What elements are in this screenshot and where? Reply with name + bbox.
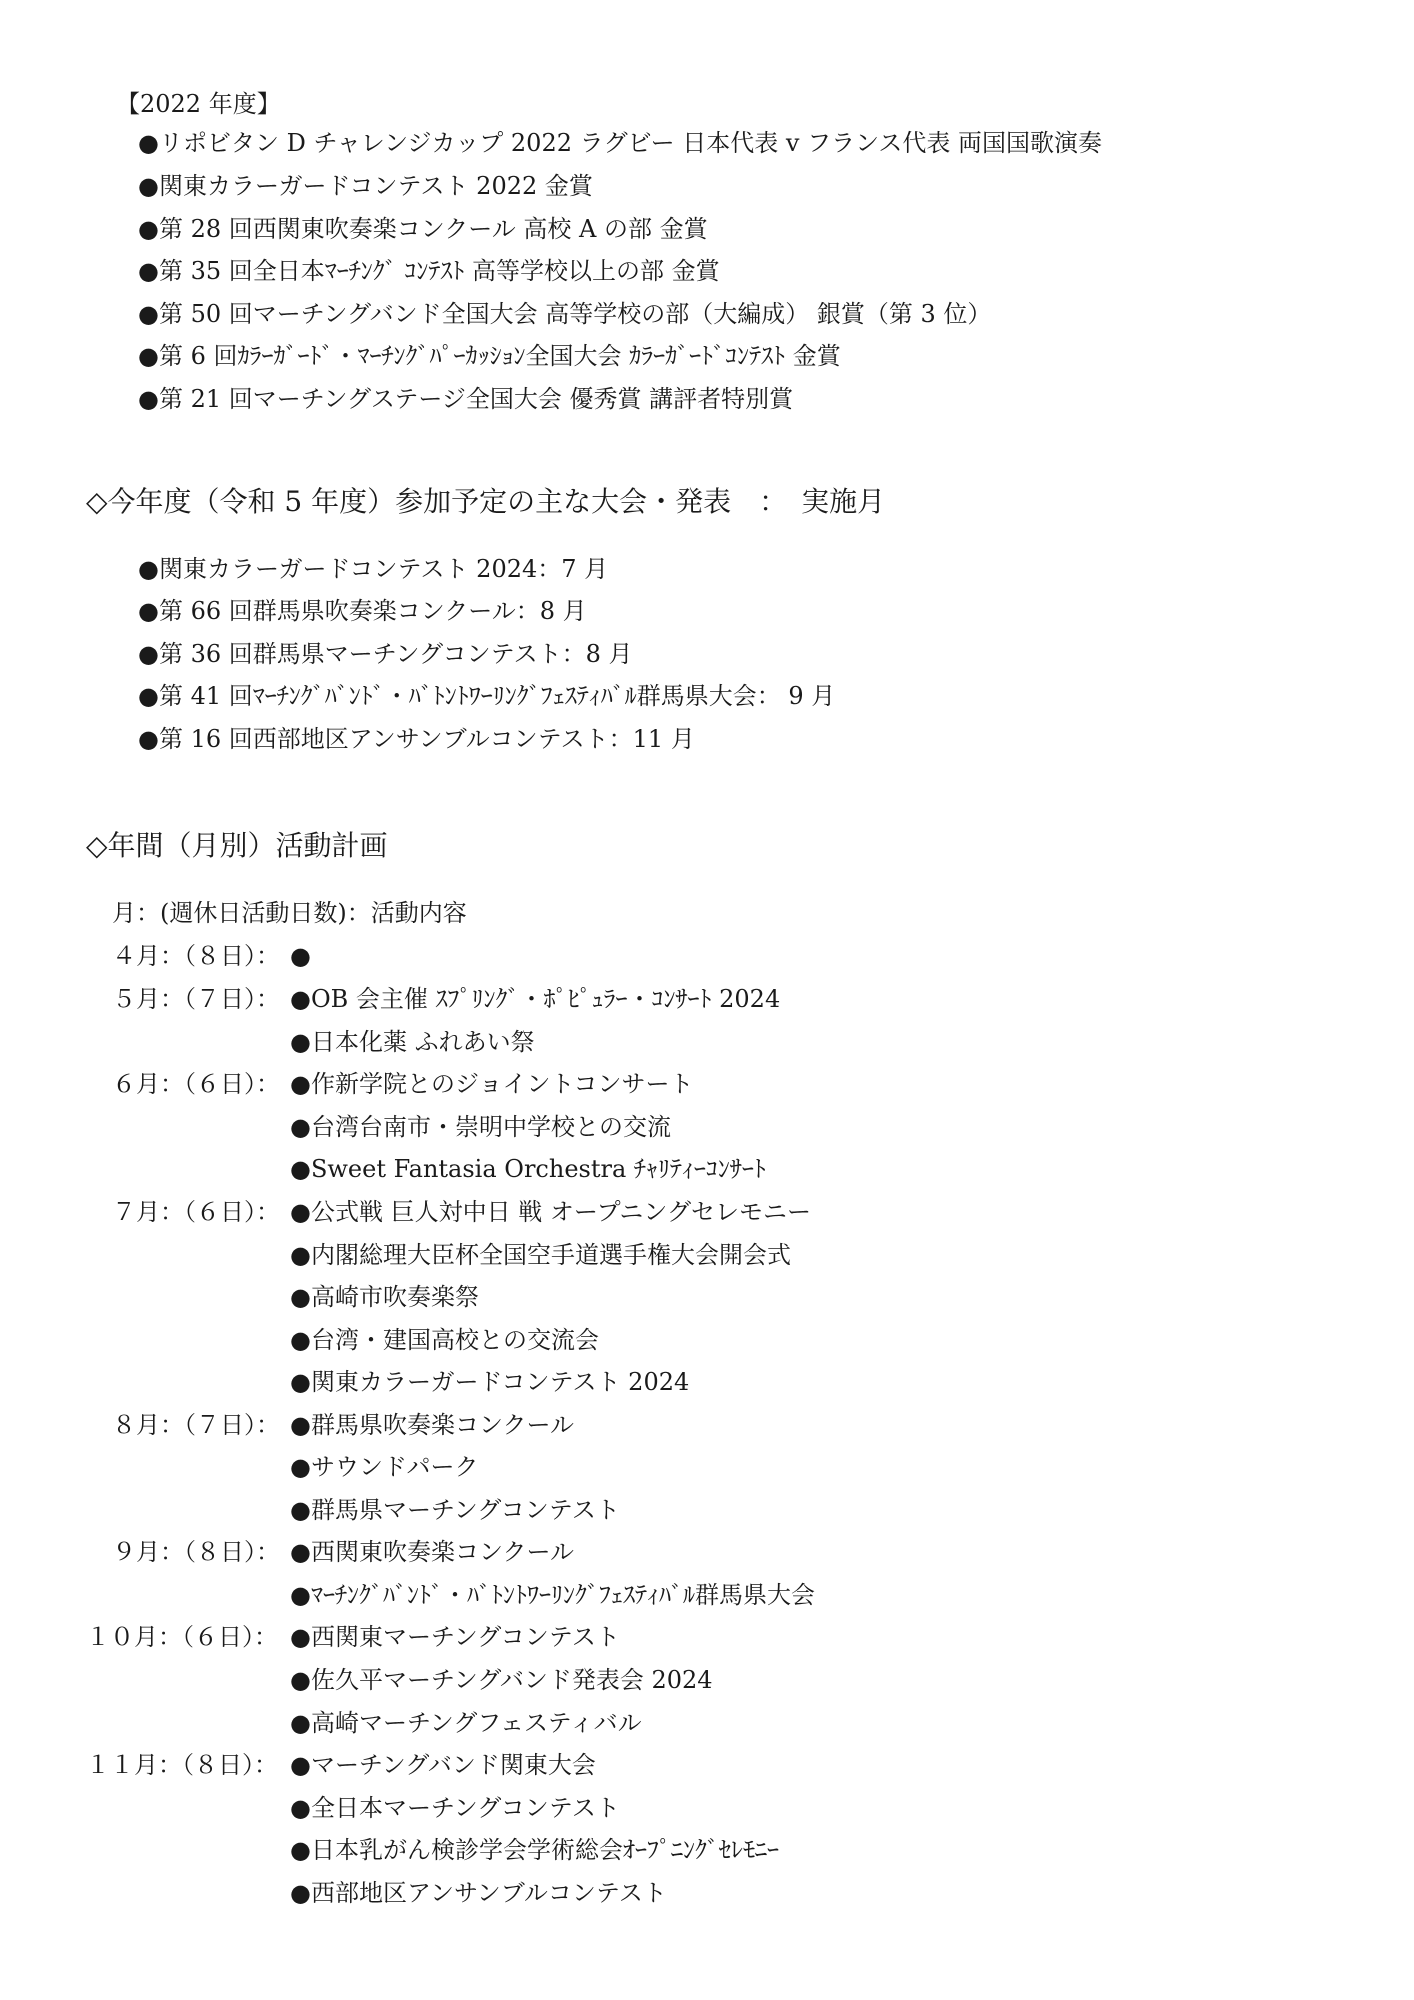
activity-item: ●ﾏｰﾁﾝｸﾞﾊﾞﾝﾄﾞ・ﾊﾞﾄﾝﾄﾜｰﾘﾝｸﾞﾌｪｽﾃｨﾊﾞﾙ群馬県大会: [290, 1581, 815, 1609]
activity-item: ●: [290, 942, 311, 970]
activity-item: ●Sweet Fantasia Orchestra ﾁｬﾘﾃｨｰｺﾝｻｰﾄ: [290, 1155, 766, 1183]
activity-item: ●日本化薬 ふれあい祭: [290, 1028, 535, 1056]
activity-item: ●西関東吹奏楽コンクール: [290, 1538, 574, 1566]
month-label-september: ９月：（８日）：: [112, 1538, 280, 1566]
annual-legend: 月：(週休日活動日数)：活動内容: [112, 899, 467, 927]
fy2022-item: ●第 21 回マーチングステージ全国大会 優秀賞 講評者特別賞: [138, 385, 794, 413]
planned-section-title: ◇今年度（令和 5 年度）参加予定の主な大会・発表 ： 実施月: [86, 485, 886, 518]
activity-item: ●台湾・建国高校との交流会: [290, 1326, 599, 1354]
planned-item: ●第 16 回西部地区アンサンブルコンテスト：11 月: [138, 725, 695, 753]
activity-item: ●マーチングバンド関東大会: [290, 1751, 596, 1779]
activity-item: ●高崎市吹奏楽祭: [290, 1283, 479, 1311]
activity-item: ●OB 会主催 ｽﾌﾟﾘﾝｸﾞ・ﾎﾟﾋﾟｭﾗｰ・ｺﾝｻｰﾄ 2024: [290, 985, 781, 1013]
fy2022-item: ●第 50 回マーチングバンド全国大会 高等学校の部（大編成） 銀賞（第 3 位）: [138, 300, 992, 328]
month-label-june: ６月：（６日）：: [112, 1070, 280, 1098]
fy2022-heading: 【2022 年度】: [116, 90, 281, 118]
fy2022-item: ●関東カラーガードコンテスト 2022 金賞: [138, 172, 593, 200]
month-label-november: １１月：（８日）：: [86, 1751, 278, 1779]
month-label-july: ７月：（６日）：: [112, 1198, 280, 1226]
activity-item: ●全日本マーチングコンテスト: [290, 1794, 620, 1822]
activity-item: ●群馬県吹奏楽コンクール: [290, 1411, 574, 1439]
month-label-october: １０月：（６日）：: [86, 1623, 278, 1651]
fy2022-item: ●第 28 回西関東吹奏楽コンクール 高校 A の部 金賞: [138, 215, 708, 243]
activity-item: ●作新学院とのジョイントコンサート: [290, 1070, 694, 1098]
activity-item: ●西関東マーチングコンテスト: [290, 1623, 620, 1651]
activity-item: ●日本乳がん検診学会学術総会ｵｰﾌﾟﾆﾝｸﾞｾﾚﾓﾆｰ: [290, 1836, 779, 1864]
activity-item: ●高崎マーチングフェスティバル: [290, 1709, 642, 1737]
fy2022-item: ●第 35 回全日本ﾏｰﾁﾝｸﾞ ｺﾝﾃｽﾄ 高等学校以上の部 金賞: [138, 257, 720, 285]
activity-item: ●台湾台南市・崇明中学校との交流: [290, 1113, 671, 1141]
month-label-august: ８月：（７日）：: [112, 1411, 280, 1439]
month-label-april: ４月：（８日）：: [112, 942, 280, 970]
activity-item: ●西部地区アンサンブルコンテスト: [290, 1879, 667, 1907]
planned-item: ●第 41 回ﾏｰﾁﾝｸﾞﾊﾞﾝﾄﾞ・ﾊﾞﾄﾝﾄﾜｰﾘﾝｸﾞﾌｪｽﾃｨﾊﾞﾙ群馬県大会： 9 月: [138, 682, 836, 710]
activity-item: ●公式戦 巨人対中日 戦 オープニングセレモニー: [290, 1198, 811, 1226]
planned-item: ●第 66 回群馬県吹奏楽コンクール：8 月: [138, 597, 587, 625]
activity-item: ●関東カラーガードコンテスト 2024: [290, 1368, 690, 1396]
planned-item: ●関東カラーガードコンテスト 2024：7 月: [138, 555, 609, 583]
planned-item: ●第 36 回群馬県マーチングコンテスト：8 月: [138, 640, 633, 668]
annual-section-title: ◇年間（月別）活動計画: [86, 829, 388, 862]
activity-item: ●サウンドパーク: [290, 1453, 479, 1481]
month-label-may: ５月：（７日）：: [112, 985, 280, 1013]
fy2022-item: ●リポビタン D チャレンジカップ 2022 ラグビー 日本代表 v フランス代表 両国国歌演奏: [138, 129, 1103, 157]
fy2022-item: ●第 6 回ｶﾗｰｶﾞｰﾄﾞ・ﾏｰﾁﾝｸﾞﾊﾟｰｶｯｼｮﾝ全国大会 ｶﾗｰｶﾞｰﾄﾞｺﾝﾃｽﾄ 金賞: [138, 342, 841, 370]
activity-item: ●佐久平マーチングバンド発表会 2024: [290, 1666, 713, 1694]
activity-item: ●群馬県マーチングコンテスト: [290, 1496, 620, 1524]
activity-item: ●内閣総理大臣杯全国空手道選手権大会開会式: [290, 1241, 791, 1269]
